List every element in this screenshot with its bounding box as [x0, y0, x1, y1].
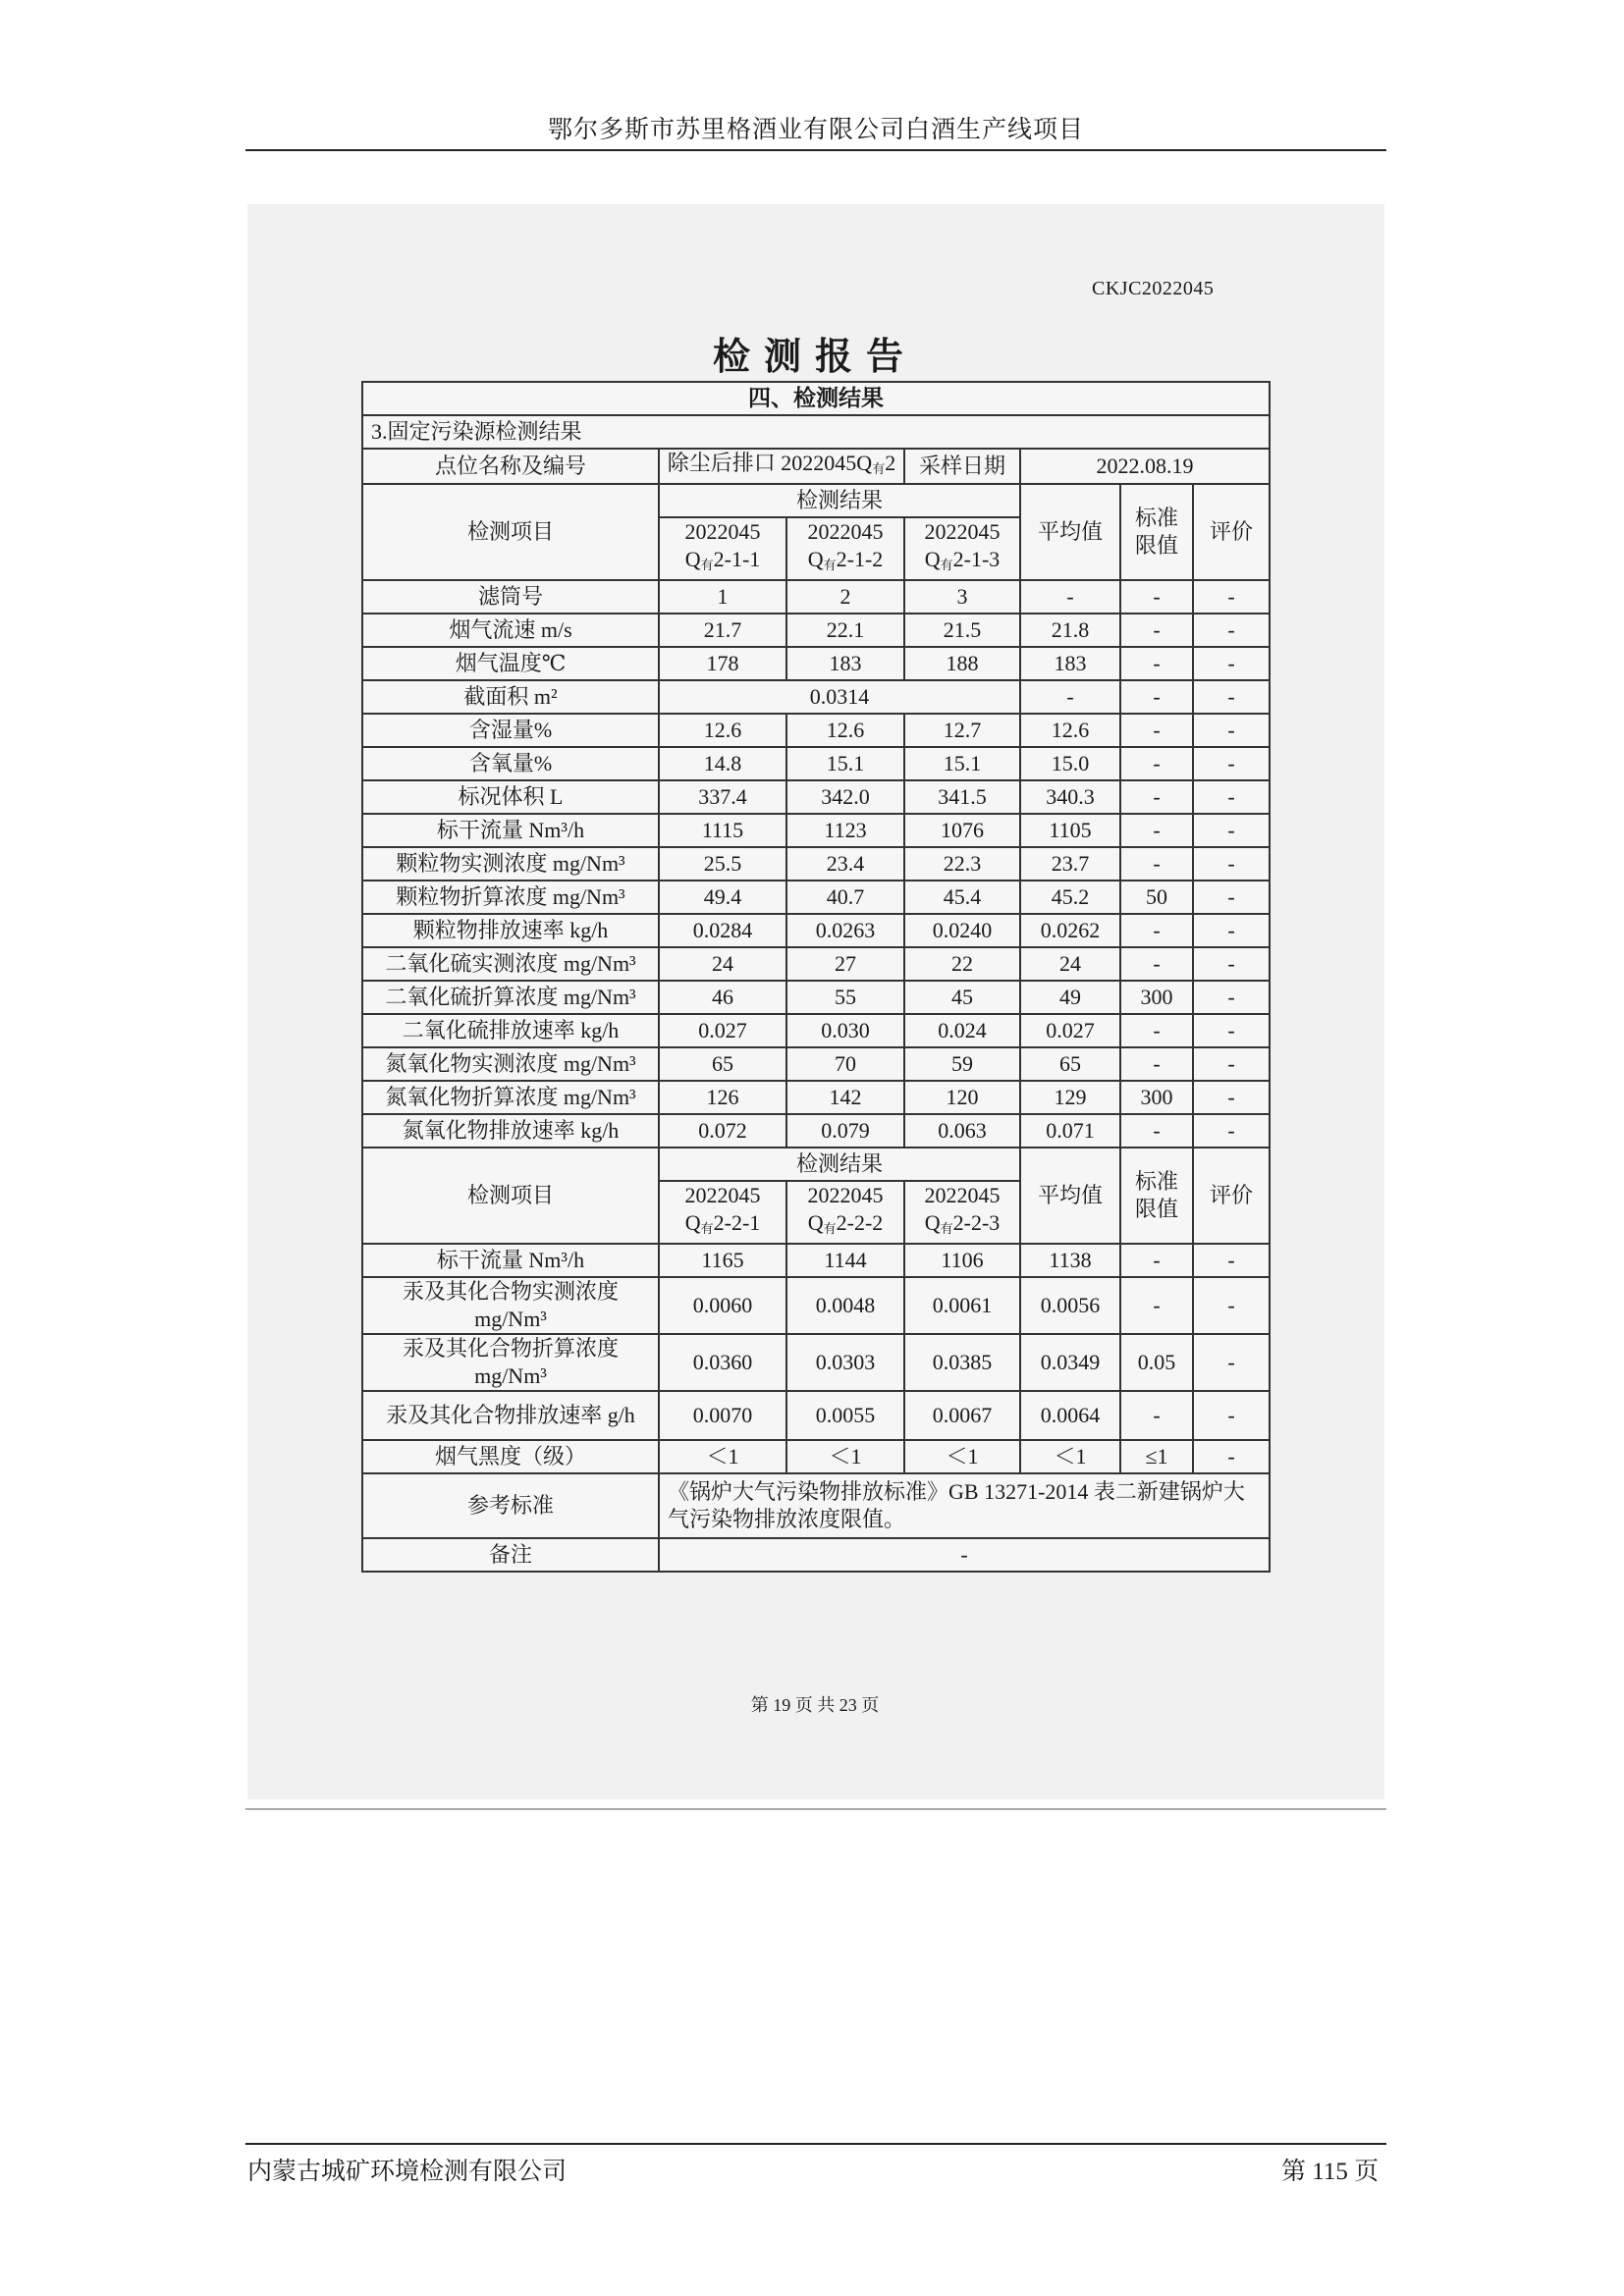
- date-label: 采样日期: [904, 449, 1020, 484]
- item-header: 检测项目: [362, 484, 659, 580]
- cell-value: 27: [786, 947, 904, 981]
- cell-evaluation: -: [1193, 614, 1270, 647]
- cell-average: 1105: [1020, 814, 1120, 847]
- table-row: [362, 714, 1270, 747]
- table-row: [362, 614, 1270, 647]
- cell-value: 23.4: [786, 847, 904, 881]
- row-label: 标况体积 L: [362, 780, 659, 814]
- reference-text: 《锅炉大气污染物排放标准》GB 13271-2014 表二新建锅炉大气污染物排放浓度限值。: [659, 1473, 1270, 1538]
- cell-evaluation: -: [1193, 981, 1270, 1014]
- page-header-title: 鄂尔多斯市苏里格酒业有限公司白酒生产线项目: [547, 117, 1084, 143]
- table-row: [362, 1440, 1270, 1473]
- cell-value: 55: [786, 981, 904, 1014]
- cell-value: ＜1: [904, 1440, 1020, 1473]
- cell-value: 0.0360: [659, 1334, 786, 1391]
- cell-value: 0.0314: [659, 680, 1020, 714]
- point-row: [362, 449, 1270, 484]
- cell-evaluation: -: [1193, 647, 1270, 680]
- cell-average: 15.0: [1020, 747, 1120, 780]
- eval-header: 评价: [1193, 484, 1270, 580]
- eval-header-2: 评价: [1193, 1148, 1270, 1244]
- row-label: 标干流量 Nm³/h: [362, 814, 659, 847]
- cell-standard: -: [1120, 1014, 1193, 1047]
- cell-evaluation: -: [1193, 1277, 1270, 1334]
- row-label: 汞及其化合物实测浓度 mg/Nm³: [362, 1277, 659, 1334]
- row-label: 烟气流速 m/s: [362, 614, 659, 647]
- sample-id: 2022045 Q有2-2-1: [659, 1181, 786, 1244]
- cell-evaluation: -: [1193, 747, 1270, 780]
- cell-value: 0.0048: [786, 1277, 904, 1334]
- row-label: 颗粒物实测浓度 mg/Nm³: [362, 847, 659, 881]
- table-row: [362, 1334, 1270, 1391]
- cell-value: 1076: [904, 814, 1020, 847]
- subsection-title: 3.固定污染源检测结果: [362, 415, 1270, 449]
- cell-evaluation: -: [1193, 1114, 1270, 1148]
- cell-evaluation: -: [1193, 580, 1270, 614]
- cell-standard: 0.05: [1120, 1334, 1193, 1391]
- cell-value: 0.0303: [786, 1334, 904, 1391]
- cell-value: 341.5: [904, 780, 1020, 814]
- std-header-2: 标准限值: [1120, 1148, 1193, 1244]
- date-value: 2022.08.19: [1020, 449, 1270, 484]
- results-header: 检测结果: [659, 484, 1020, 517]
- cell-value: 21.7: [659, 614, 786, 647]
- cell-value: 0.0070: [659, 1391, 786, 1440]
- cell-average: 0.0064: [1020, 1391, 1120, 1440]
- cell-value: 1165: [659, 1244, 786, 1277]
- std-header: 标准限值: [1120, 484, 1193, 580]
- cell-value: 21.5: [904, 614, 1020, 647]
- avg-header: 平均值: [1020, 484, 1120, 580]
- table-row: [362, 981, 1270, 1014]
- header-row-2: [362, 1148, 1270, 1181]
- cell-standard: -: [1120, 1244, 1193, 1277]
- cell-value: 120: [904, 1081, 1020, 1114]
- cell-value: 70: [786, 1047, 904, 1081]
- remark-label: 备注: [362, 1538, 659, 1572]
- row-label: 截面积 m²: [362, 680, 659, 714]
- row-label: 氮氧化物折算浓度 mg/Nm³: [362, 1081, 659, 1114]
- cell-average: 0.0056: [1020, 1277, 1120, 1334]
- section-row: [362, 382, 1270, 415]
- cell-average: 129: [1020, 1081, 1120, 1114]
- cell-average: 0.071: [1020, 1114, 1120, 1148]
- cell-value: 15.1: [904, 747, 1020, 780]
- cell-average: 0.0262: [1020, 914, 1120, 947]
- cell-value: 0.0284: [659, 914, 786, 947]
- table-row: [362, 1114, 1270, 1148]
- cell-value: 3: [904, 580, 1020, 614]
- cell-average: 23.7: [1020, 847, 1120, 881]
- table-row: [362, 814, 1270, 847]
- cell-evaluation: -: [1193, 1334, 1270, 1391]
- cell-value: 46: [659, 981, 786, 1014]
- cell-standard: -: [1120, 1047, 1193, 1081]
- cell-value: 1144: [786, 1244, 904, 1277]
- table-row: [362, 1391, 1270, 1440]
- row-label: 汞及其化合物排放速率 g/h: [362, 1391, 659, 1440]
- cell-value: 0.0240: [904, 914, 1020, 947]
- cell-standard: -: [1120, 1391, 1193, 1440]
- cell-value: 25.5: [659, 847, 786, 881]
- cell-value: 1: [659, 580, 786, 614]
- cell-value: 40.7: [786, 881, 904, 914]
- avg-header-2: 平均值: [1020, 1148, 1120, 1244]
- footer-rule: [245, 2143, 1386, 2145]
- cell-value: 22.3: [904, 847, 1020, 881]
- cell-value: 337.4: [659, 780, 786, 814]
- cell-value: 0.0385: [904, 1334, 1020, 1391]
- cell-evaluation: -: [1193, 1047, 1270, 1081]
- cell-value: ＜1: [786, 1440, 904, 1473]
- cell-evaluation: -: [1193, 1391, 1270, 1440]
- report-code: CKJC2022045: [1092, 278, 1215, 299]
- cell-value: 0.0263: [786, 914, 904, 947]
- row-label: 颗粒物排放速率 kg/h: [362, 914, 659, 947]
- cell-value: 22.1: [786, 614, 904, 647]
- cell-standard: -: [1120, 1277, 1193, 1334]
- row-label: 含湿量%: [362, 714, 659, 747]
- cell-value: 342.0: [786, 780, 904, 814]
- cell-evaluation: -: [1193, 1014, 1270, 1047]
- cell-standard: -: [1120, 814, 1193, 847]
- cell-average: 21.8: [1020, 614, 1120, 647]
- section-title: 四、检测结果: [362, 382, 1270, 415]
- cell-value: 14.8: [659, 747, 786, 780]
- row-label: 标干流量 Nm³/h: [362, 1244, 659, 1277]
- cell-value: 0.0060: [659, 1277, 786, 1334]
- cell-value: 1123: [786, 814, 904, 847]
- cell-average: ＜1: [1020, 1440, 1120, 1473]
- cell-evaluation: -: [1193, 881, 1270, 914]
- cell-evaluation: -: [1193, 1244, 1270, 1277]
- cell-standard: -: [1120, 580, 1193, 614]
- cell-standard: 300: [1120, 1081, 1193, 1114]
- cell-average: 0.0349: [1020, 1334, 1120, 1391]
- header-rule: [245, 149, 1386, 151]
- table-row: [362, 1244, 1270, 1277]
- cell-evaluation: -: [1193, 1081, 1270, 1114]
- cell-evaluation: -: [1193, 914, 1270, 947]
- table-row: [362, 847, 1270, 881]
- remark-value: -: [659, 1538, 1270, 1572]
- cell-value: ＜1: [659, 1440, 786, 1473]
- cell-value: 22: [904, 947, 1020, 981]
- sample-id: 2022045 Q有2-2-3: [904, 1181, 1020, 1244]
- cell-average: 1138: [1020, 1244, 1120, 1277]
- remark-row: [362, 1538, 1270, 1572]
- cell-value: 0.027: [659, 1014, 786, 1047]
- subsection-row: [362, 415, 1270, 449]
- cell-average: 0.027: [1020, 1014, 1120, 1047]
- cell-value: 1106: [904, 1244, 1020, 1277]
- item-header-2: 检测项目: [362, 1148, 659, 1244]
- cell-value: 45: [904, 981, 1020, 1014]
- cell-value: 15.1: [786, 747, 904, 780]
- cell-evaluation: -: [1193, 680, 1270, 714]
- cell-standard: -: [1120, 680, 1193, 714]
- header-row-1: [362, 484, 1270, 517]
- cell-value: 12.6: [786, 714, 904, 747]
- cell-average: -: [1020, 680, 1120, 714]
- reference-row: [362, 1473, 1270, 1538]
- cell-standard: -: [1120, 747, 1193, 780]
- row-label: 二氧化硫排放速率 kg/h: [362, 1014, 659, 1047]
- cell-value: 0.0067: [904, 1391, 1020, 1440]
- cell-value: 59: [904, 1047, 1020, 1081]
- cell-standard: ≤1: [1120, 1440, 1193, 1473]
- report-page-number: 第 19 页 共 23 页: [750, 1695, 880, 1715]
- cell-value: 2: [786, 580, 904, 614]
- cell-standard: -: [1120, 947, 1193, 981]
- table-row: [362, 1081, 1270, 1114]
- cell-value: 12.7: [904, 714, 1020, 747]
- cell-evaluation: -: [1193, 947, 1270, 981]
- cell-standard: -: [1120, 914, 1193, 947]
- cell-value: 142: [786, 1081, 904, 1114]
- table-row: [362, 680, 1270, 714]
- table-row: [362, 747, 1270, 780]
- cell-value: 45.4: [904, 881, 1020, 914]
- cell-value: 0.0061: [904, 1277, 1020, 1334]
- row-label: 含氧量%: [362, 747, 659, 780]
- scan-bottom-rule: [245, 1808, 1386, 1810]
- cell-value: 126: [659, 1081, 786, 1114]
- cell-average: 24: [1020, 947, 1120, 981]
- cell-value: 1115: [659, 814, 786, 847]
- cell-value: 183: [786, 647, 904, 680]
- row-label: 烟气黑度（级）: [362, 1440, 659, 1473]
- cell-average: 65: [1020, 1047, 1120, 1081]
- row-label: 氮氧化物排放速率 kg/h: [362, 1114, 659, 1148]
- row-label: 滤筒号: [362, 580, 659, 614]
- cell-evaluation: -: [1193, 847, 1270, 881]
- cell-average: 340.3: [1020, 780, 1120, 814]
- cell-standard: 50: [1120, 881, 1193, 914]
- sample-id: 2022045 Q有2-1-3: [904, 517, 1020, 580]
- results-table: [361, 381, 1271, 1573]
- table-row: [362, 881, 1270, 914]
- results-header-2: 检测结果: [659, 1148, 1020, 1181]
- cell-value: 12.6: [659, 714, 786, 747]
- cell-value: 0.079: [786, 1114, 904, 1148]
- table-row: [362, 1014, 1270, 1047]
- row-label: 二氧化硫实测浓度 mg/Nm³: [362, 947, 659, 981]
- cell-standard: -: [1120, 847, 1193, 881]
- row-label: 颗粒物折算浓度 mg/Nm³: [362, 881, 659, 914]
- reference-label: 参考标准: [362, 1473, 659, 1538]
- cell-value: 0.0055: [786, 1391, 904, 1440]
- cell-value: 0.063: [904, 1114, 1020, 1148]
- cell-evaluation: -: [1193, 780, 1270, 814]
- cell-value: 49.4: [659, 881, 786, 914]
- sample-id: 2022045 Q有2-1-1: [659, 517, 786, 580]
- table-row: [362, 780, 1270, 814]
- cell-average: 183: [1020, 647, 1120, 680]
- table-row: [362, 914, 1270, 947]
- table-row: [362, 947, 1270, 981]
- cell-average: 49: [1020, 981, 1120, 1014]
- sample-id: 2022045 Q有2-2-2: [786, 1181, 904, 1244]
- cell-evaluation: -: [1193, 1440, 1270, 1473]
- row-label: 汞及其化合物折算浓度 mg/Nm³: [362, 1334, 659, 1391]
- point-value: 除尘后排口 2022045Q有2: [659, 449, 904, 484]
- cell-value: 0.024: [904, 1014, 1020, 1047]
- cell-evaluation: -: [1193, 814, 1270, 847]
- report-title: 检测报告: [712, 337, 917, 378]
- table-row: [362, 580, 1270, 614]
- cell-average: 45.2: [1020, 881, 1120, 914]
- cell-evaluation: -: [1193, 714, 1270, 747]
- cell-value: 0.030: [786, 1014, 904, 1047]
- sample-id: 2022045 Q有2-1-2: [786, 517, 904, 580]
- footer-company: 内蒙古城矿环境检测有限公司: [247, 2159, 568, 2185]
- point-label: 点位名称及编号: [362, 449, 659, 484]
- row-label: 氮氧化物实测浓度 mg/Nm³: [362, 1047, 659, 1081]
- cell-standard: -: [1120, 647, 1193, 680]
- cell-standard: -: [1120, 780, 1193, 814]
- cell-average: -: [1020, 580, 1120, 614]
- footer-page-number: 第 115 页: [1281, 2159, 1380, 2185]
- cell-standard: -: [1120, 614, 1193, 647]
- cell-standard: 300: [1120, 981, 1193, 1014]
- table-row: [362, 1277, 1270, 1334]
- row-label: 二氧化硫折算浓度 mg/Nm³: [362, 981, 659, 1014]
- cell-standard: -: [1120, 1114, 1193, 1148]
- cell-average: 12.6: [1020, 714, 1120, 747]
- cell-value: 178: [659, 647, 786, 680]
- cell-value: 65: [659, 1047, 786, 1081]
- cell-value: 0.072: [659, 1114, 786, 1148]
- table-row: [362, 1047, 1270, 1081]
- table-row: [362, 647, 1270, 680]
- cell-standard: -: [1120, 714, 1193, 747]
- row-label: 烟气温度℃: [362, 647, 659, 680]
- cell-value: 188: [904, 647, 1020, 680]
- cell-value: 24: [659, 947, 786, 981]
